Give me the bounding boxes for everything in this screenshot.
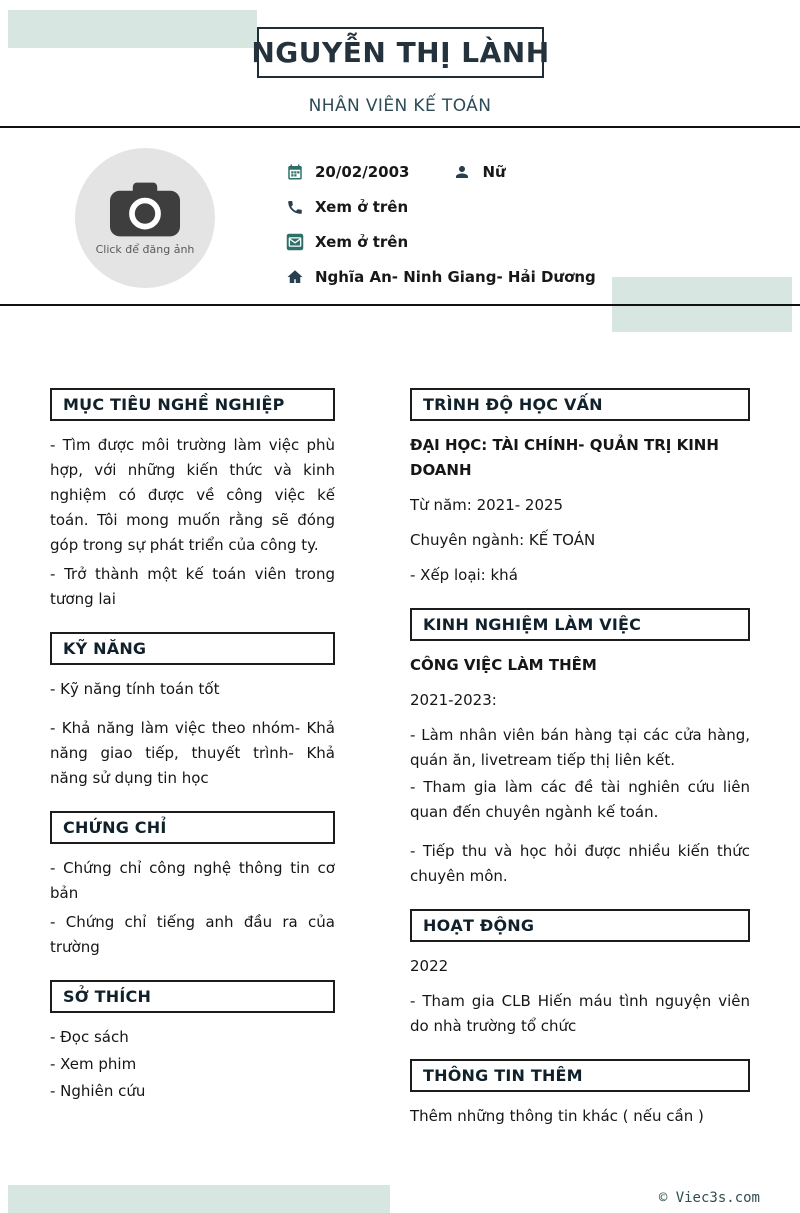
section-line: - Nghiên cứu	[50, 1082, 146, 1100]
section-title: KINH NGHIỆM LÀM VIỆC	[423, 615, 642, 634]
section-education	[410, 388, 750, 588]
section-additional-info	[410, 1059, 750, 1129]
divider	[0, 304, 800, 306]
section-hobbies	[50, 980, 335, 1104]
contact-row-address	[286, 259, 596, 294]
section-header-box	[410, 1059, 750, 1092]
section-work-experience	[410, 608, 750, 889]
section-line: - Xếp loại: khá	[410, 566, 518, 584]
section-line: - Đọc sách	[50, 1028, 129, 1046]
divider	[0, 126, 800, 128]
section-line: - Tham gia làm các đề tài nghiên cứu liên quan đến chuyên ngành kế toán.	[410, 778, 750, 821]
section-line: ĐẠI HỌC: TÀI CHÍNH- QUẢN TRỊ KINH DOANH	[410, 436, 719, 479]
contact-info	[286, 154, 596, 294]
section-line: - Tìm được môi trường làm việc phù hợp, với những kiến thức và kinh nghiệm có được về công việc kế toán. Tôi mong muốn rằng sẽ đóng góp trong sự phát triển của công ty.	[50, 436, 335, 554]
photo-upload-label: Click để đăng ảnh	[95, 242, 195, 256]
section-title: CHỨNG CHỈ	[63, 818, 167, 837]
section-line: - Tiếp thu và học hỏi được nhiều kiến thức chuyên môn.	[410, 842, 750, 885]
section-header-box	[50, 388, 335, 421]
phone-icon	[286, 198, 304, 216]
camera-icon	[108, 181, 182, 238]
right-column	[410, 388, 750, 1149]
bottom-accent-bar	[8, 1185, 390, 1213]
section-line: - Xem phim	[50, 1055, 137, 1073]
top-accent-bar	[8, 10, 257, 48]
section-header-box	[410, 909, 750, 942]
section-line: CÔNG VIỆC LÀM THÊM	[410, 656, 597, 674]
section-line: - Làm nhân viên bán hàng tại các cửa hàng, quán ăn, livetream tiếp thị liên kết.	[410, 726, 750, 769]
section-line: 2021-2023:	[410, 691, 497, 709]
phone-value: Xem ở trên	[315, 197, 409, 216]
contact-row-phone	[286, 189, 596, 224]
section-title: TRÌNH ĐỘ HỌC VẤN	[423, 395, 603, 414]
section-certificates	[50, 811, 335, 960]
gender-value: Nữ	[482, 162, 506, 181]
section-line: - Khả năng làm việc theo nhóm- Khả năng giao tiếp, thuyết trình- Khả năng sử dụng tin học	[50, 719, 335, 787]
envelope-icon	[286, 233, 304, 251]
gender-group	[453, 163, 505, 181]
name-box	[251, 27, 550, 78]
candidate-name: NGUYỄN THỊ LÀNH	[251, 36, 550, 69]
left-column	[50, 388, 335, 1124]
section-header-box	[50, 980, 335, 1013]
section-title: HOẠT ĐỘNG	[423, 916, 535, 935]
section-header-box	[410, 608, 750, 641]
section-activities	[410, 909, 750, 1039]
section-title: MỤC TIÊU NGHỀ NGHIỆP	[63, 395, 285, 414]
section-header-box	[50, 632, 335, 665]
section-header-box	[410, 388, 750, 421]
section-line: - Trở thành một kế toán viên trong tương lai	[50, 565, 335, 608]
section-skills	[50, 632, 335, 791]
person-icon	[453, 163, 471, 181]
section-title: SỞ THÍCH	[63, 987, 152, 1006]
section-header-box	[50, 811, 335, 844]
address-value: Nghĩa An- Ninh Giang- Hải Dương	[315, 267, 596, 286]
contact-row-dob-gender	[286, 154, 596, 189]
section-title: KỸ NĂNG	[63, 639, 147, 658]
section-line: - Chứng chỉ tiếng anh đầu ra của trường	[50, 913, 335, 956]
section-line: Chuyên ngành: KẾ TOÁN	[410, 531, 596, 549]
dob-value: 20/02/2003	[315, 162, 410, 181]
section-title: THÔNG TIN THÊM	[423, 1066, 583, 1085]
home-icon	[286, 268, 304, 286]
calendar-icon	[286, 163, 304, 181]
footer-credit: © Viec3s.com	[658, 1190, 760, 1206]
section-line: - Kỹ năng tính toán tốt	[50, 680, 220, 698]
contact-row-email	[286, 224, 596, 259]
section-line: 2022	[410, 957, 449, 975]
section-line: Từ năm: 2021- 2025	[410, 496, 564, 514]
section-line: Thêm những thông tin khác ( nếu cần )	[410, 1107, 704, 1125]
section-line: - Tham gia CLB Hiến máu tình nguyện viên do nhà trường tổ chức	[410, 992, 750, 1035]
email-value: Xem ở trên	[315, 232, 409, 251]
job-title: NHÂN VIÊN KẾ TOÁN	[308, 96, 492, 116]
photo-upload[interactable]	[75, 148, 215, 288]
section-line: - Chứng chỉ công nghệ thông tin cơ bản	[50, 859, 335, 902]
section-career-objective	[50, 388, 335, 612]
